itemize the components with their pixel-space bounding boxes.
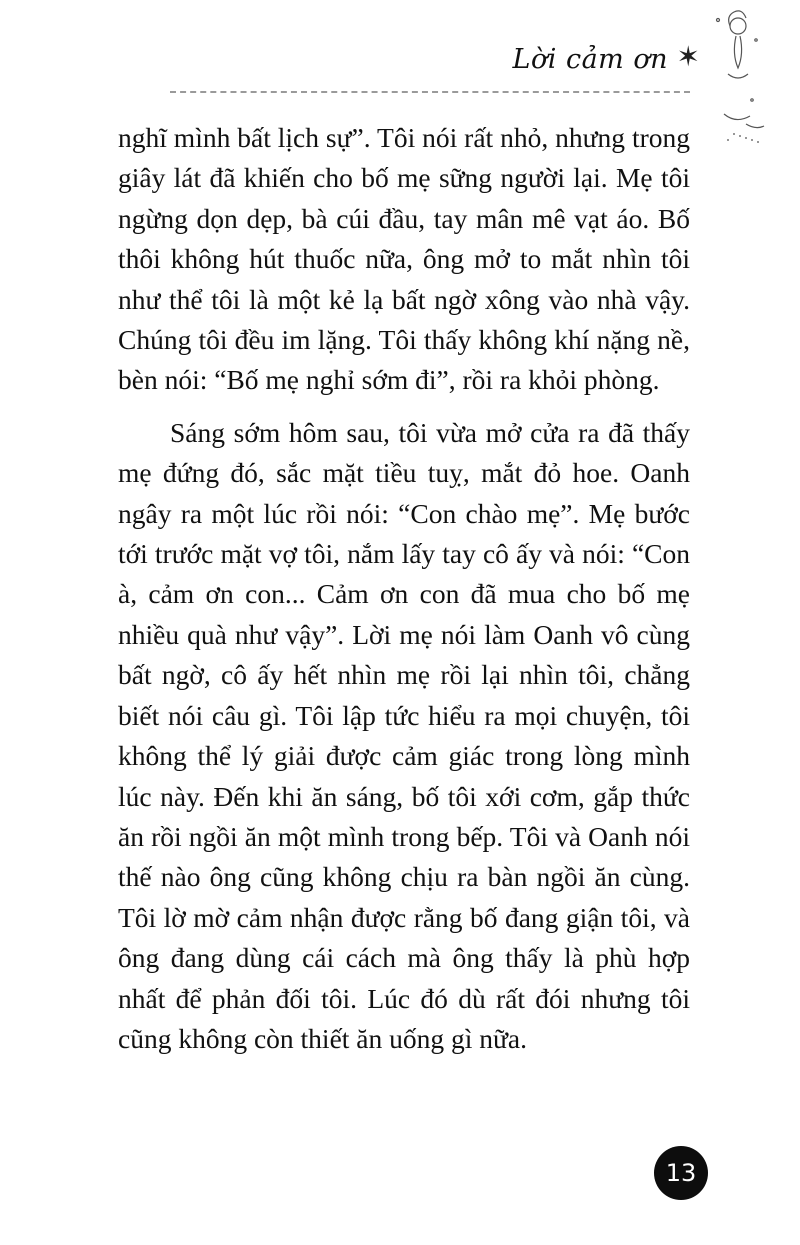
running-title: Lời cảm ơn: [512, 44, 668, 75]
paragraph: nghĩ mình bất lịch sự”. Tôi nói rất nhỏ, nhưng trong giây lát đã khiến cho bố mẹ sững người lại. Mẹ tôi ngừng dọn dẹp, bà cúi đầu, tay mân mê vạt áo. Bố thôi không hút thuốc nữa, ông mở to mắt nhìn tôi như thể tôi là một kẻ lạ bất ngờ xông vào nhà vậy. Chúng tôi đều im lặng. Tôi thấy không khí nặng nề, bèn nói: “Bố mẹ nghỉ sớm đi”, rồi ra khỏi phòng.: [118, 122, 690, 396]
star-icon: ✶: [676, 40, 700, 73]
doodle-decoration-icon: [706, 4, 770, 159]
body-text: [118, 118, 690, 1059]
page-header: [0, 0, 800, 110]
page-number-badge: 13: [654, 1146, 708, 1200]
header-divider: [170, 91, 690, 93]
paragraph: Sáng sớm hôm sau, tôi vừa mở cửa ra đã thấy mẹ đứng đó, sắc mặt tiều tuỵ, mắt đỏ hoe. Oanh ngây ra một lúc rồi nói: “Con chào mẹ”. Mẹ bước tới trước mặt vợ tôi, nắm lấy tay cô ấy và nói: “Con à, cảm ơn con... Cảm ơn con đã mua cho bố mẹ nhiều quà như vậy”. Lời mẹ nói làm Oanh vô cùng bất ngờ, cô ấy hết nhìn mẹ rồi lại nhìn tôi, chẳng biết nói câu gì. Tôi lập tức hiểu ra mọi chuyện, tôi không thể lý giải được cảm giác trong lòng mình lúc này. Đến khi ăn sáng, bố tôi xới cơm, gắp thức ăn rồi ngồi ăn một mình trong bếp. Tôi và Oanh nói thế nào ông cũng không chịu ra bàn ngồi ăn cùng. Tôi lờ mờ cảm nhận được rằng bố đang giận tôi, và ông đang dùng cái cách mà ông thấy là phù hợp nhất để phản đối tôi. Lúc đó dù rất đói nhưng tôi cũng không còn thiết ăn uống gì nữa.: [118, 416, 690, 1054]
